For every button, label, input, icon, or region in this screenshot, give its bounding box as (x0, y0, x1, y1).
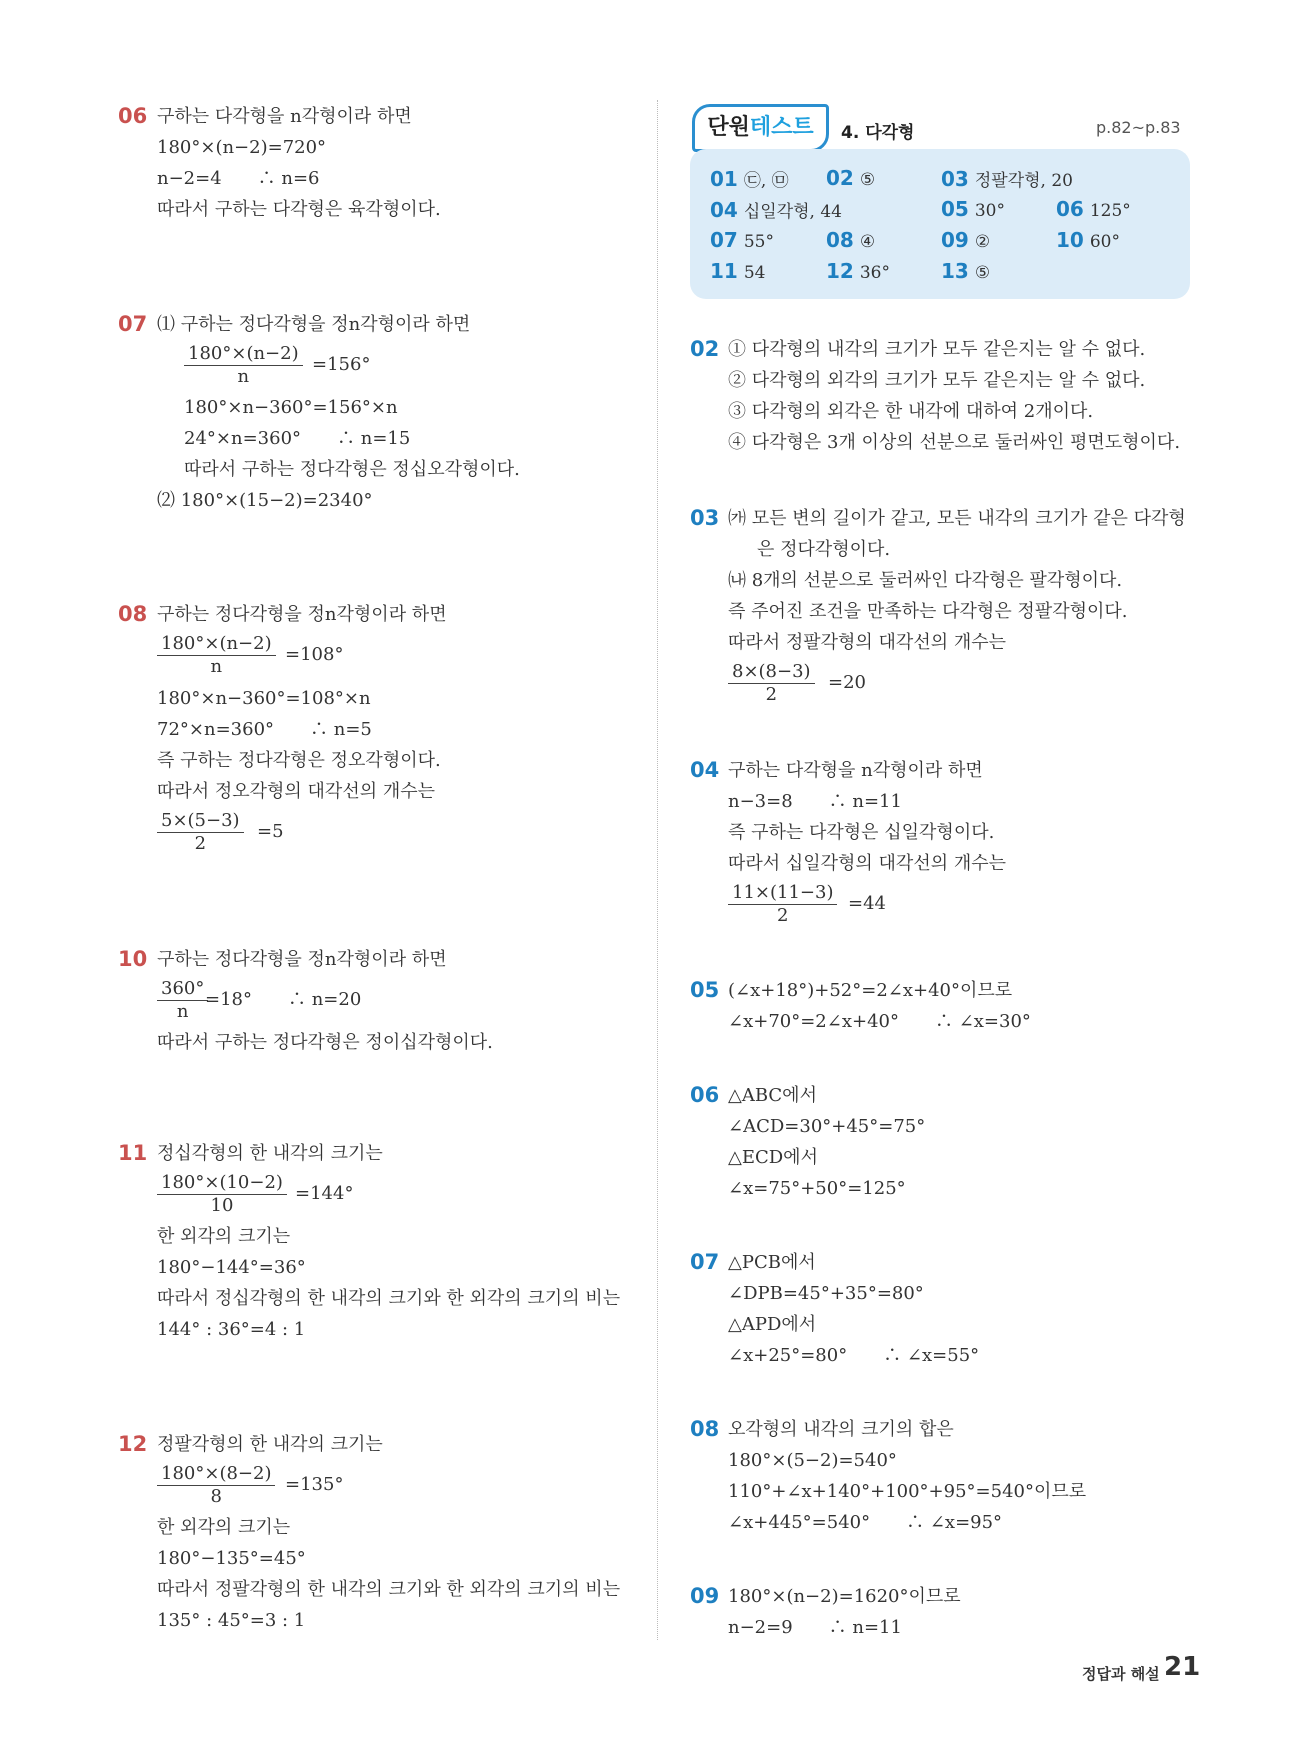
problem-number: 07 (118, 312, 148, 336)
problem-number: 10 (118, 947, 148, 971)
solution-line: 오각형의 내각의 크기의 합은 (728, 1419, 954, 1440)
fraction: 11×(11−3) 2 =44 (728, 882, 837, 927)
solution-line: 135° : 45°=3 : 1 (157, 1610, 306, 1631)
answer-item: 02 ⑤ (826, 166, 876, 190)
solution-line: n−2=4 ∴ n=6 (157, 168, 320, 189)
solution-line: n−3=8 ∴ n=11 (728, 791, 902, 812)
solution-line: 72°×n=360° ∴ n=5 (157, 719, 372, 740)
solution-line: ② 다각형의 외각의 크기가 모두 같은지는 알 수 없다. (728, 370, 1146, 391)
answer-item: 08 ④ (826, 228, 876, 252)
problem-number: 11 (118, 1141, 148, 1165)
solution-line: 24°×n=360° ∴ n=15 (184, 428, 411, 449)
unit-test-badge: 단원테스트 (692, 104, 829, 152)
answer-item: 10 60° (1056, 228, 1120, 252)
problem-number: 05 (690, 978, 720, 1002)
unit-title: 4. 다각형 (841, 123, 915, 143)
solution-line: △ECD에서 (728, 1147, 818, 1168)
page-number: 21 (1164, 1652, 1201, 1682)
solution-line: 180°×n−360°=156°×n (184, 397, 398, 418)
solution-line: 180°−144°=36° (157, 1257, 306, 1278)
solution-line: 따라서 구하는 정다각형은 정이십각형이다. (157, 1032, 493, 1053)
answer-item: 01 ㉢, ㉤ (710, 167, 789, 191)
solution-line: ㈏ 8개의 선분으로 둘러싸인 다각형은 팔각형이다. (728, 570, 1123, 591)
problem-number: 03 (690, 506, 720, 530)
solution-line: 110°+∠x+140°+100°+95°=540°이므로 (728, 1481, 1087, 1502)
solution-line: △ABC에서 (728, 1085, 817, 1106)
problem-number: 02 (690, 337, 720, 361)
solution-line: 180°×(5−2)=540° (728, 1450, 897, 1471)
fraction: 180°×(10−2) 10 =144° (157, 1172, 287, 1217)
solution-line: 180°×n−360°=108°×n (157, 688, 371, 709)
solution-line: 144° : 36°=4 : 1 (157, 1319, 306, 1340)
answer-item: 03 정팔각형, 20 (941, 167, 1073, 191)
solution-line: 구하는 다각형을 n각형이라 하면 (728, 760, 983, 781)
problem-number: 08 (690, 1417, 720, 1441)
solution-line: ∠x+70°=2∠x+40° ∴ ∠x=30° (728, 1011, 1031, 1032)
problem-number: 04 (690, 758, 720, 782)
fraction: 360° n =18° ∴ n=20 (157, 978, 208, 1023)
solution-line: ∠DPB=45°+35°=80° (728, 1283, 924, 1304)
solution-line: 따라서 정오각형의 대각선의 개수는 (157, 781, 435, 802)
solution-line: 180°−135°=45° (157, 1548, 306, 1569)
fraction: 180°×(8−2) 8 =135° (157, 1463, 275, 1508)
solution-line: 구하는 다각형을 n각형이라 하면 (157, 106, 412, 127)
solution-line: 180°×(n−2)=720° (157, 137, 327, 158)
solution-line: 즉 구하는 정다각형은 정오각형이다. (157, 750, 441, 771)
solution-line: 정십각형의 한 내각의 크기는 (157, 1143, 383, 1164)
solution-line: ∠x=75°+50°=125° (728, 1178, 906, 1199)
solution-line: (∠x+18°)+52°=2∠x+40°이므로 (728, 980, 1013, 1001)
solution-line: 은 정다각형이다. (757, 539, 891, 560)
problem-number: 09 (690, 1584, 720, 1608)
answer-item: 09 ② (941, 228, 991, 252)
solution-line: △PCB에서 (728, 1252, 816, 1273)
answer-item: 13 ⑤ (941, 259, 991, 283)
solution-line: 따라서 십일각형의 대각선의 개수는 (728, 853, 1006, 874)
answer-item: 12 36° (826, 259, 890, 283)
solution-line: 따라서 구하는 정다각형은 정십오각형이다. (184, 459, 520, 480)
solution-line: ⑵ 180°×(15−2)=2340° (157, 490, 373, 511)
solution-line: ⑴ 구하는 정다각형을 정n각형이라 하면 (157, 314, 471, 335)
answer-item: 07 55° (710, 228, 774, 252)
answer-item: 06 125° (1056, 197, 1131, 221)
solution-line: ∠ACD=30°+45°=75° (728, 1116, 926, 1137)
solution-line: n−2=9 ∴ n=11 (728, 1617, 902, 1638)
solution-line: ∠x+445°=540° ∴ ∠x=95° (728, 1512, 1003, 1533)
problem-number: 08 (118, 602, 148, 626)
solution-line: 따라서 정팔각형의 한 내각의 크기와 한 외각의 크기의 비는 (157, 1579, 621, 1600)
solution-line: △APD에서 (728, 1314, 817, 1335)
problem-number: 07 (690, 1250, 720, 1274)
solution-line: 한 외각의 크기는 (157, 1517, 291, 1538)
solution-line: ㈎ 모든 변의 길이가 같고, 모든 내각의 크기가 같은 다각형 (728, 508, 1186, 529)
fraction: 180°×(n−2) n =108° (157, 633, 276, 678)
footer-label: 정답과 해설 (1082, 1665, 1160, 1683)
solution-line: ① 다각형의 내각의 크기가 모두 같은지는 알 수 없다. (728, 339, 1146, 360)
solution-line: ④ 다각형은 3개 이상의 선분으로 둘러싸인 평면도형이다. (728, 432, 1181, 453)
answer-item: 11 54 (710, 259, 766, 283)
solution-line: 따라서 구하는 다각형은 육각형이다. (157, 199, 441, 220)
problem-number: 06 (690, 1083, 720, 1107)
fraction: 5×(5−3) 2 =5 (157, 810, 244, 855)
solution-line: 정팔각형의 한 내각의 크기는 (157, 1434, 383, 1455)
fraction: 180°×(n−2) n =156° (184, 343, 303, 388)
solution-line: 즉 주어진 조건을 만족하는 다각형은 정팔각형이다. (728, 601, 1128, 622)
answer-item: 04 십일각형, 44 (710, 198, 842, 222)
problem-number: 06 (118, 104, 148, 128)
solution-line: 180°×(n−2)=1620°이므로 (728, 1586, 961, 1607)
column-divider (657, 100, 658, 1640)
solution-line: ③ 다각형의 외각은 한 내각에 대하여 2개이다. (728, 401, 1094, 422)
solution-line: 한 외각의 크기는 (157, 1226, 291, 1247)
solution-line: 즉 구하는 다각형은 십일각형이다. (728, 822, 995, 843)
answer-item: 05 30° (941, 197, 1005, 221)
fraction: 8×(8−3) 2 =20 (728, 661, 815, 706)
solution-line: ∠x+25°=80° ∴ ∠x=55° (728, 1345, 980, 1366)
solution-line: 구하는 정다각형을 정n각형이라 하면 (157, 949, 447, 970)
solution-line: 따라서 정팔각형의 대각선의 개수는 (728, 632, 1006, 653)
solution-line: 구하는 정다각형을 정n각형이라 하면 (157, 604, 447, 625)
solution-line: 따라서 정십각형의 한 내각의 크기와 한 외각의 크기의 비는 (157, 1288, 621, 1309)
problem-number: 12 (118, 1432, 148, 1456)
page-reference: p.82~p.83 (1096, 118, 1181, 137)
